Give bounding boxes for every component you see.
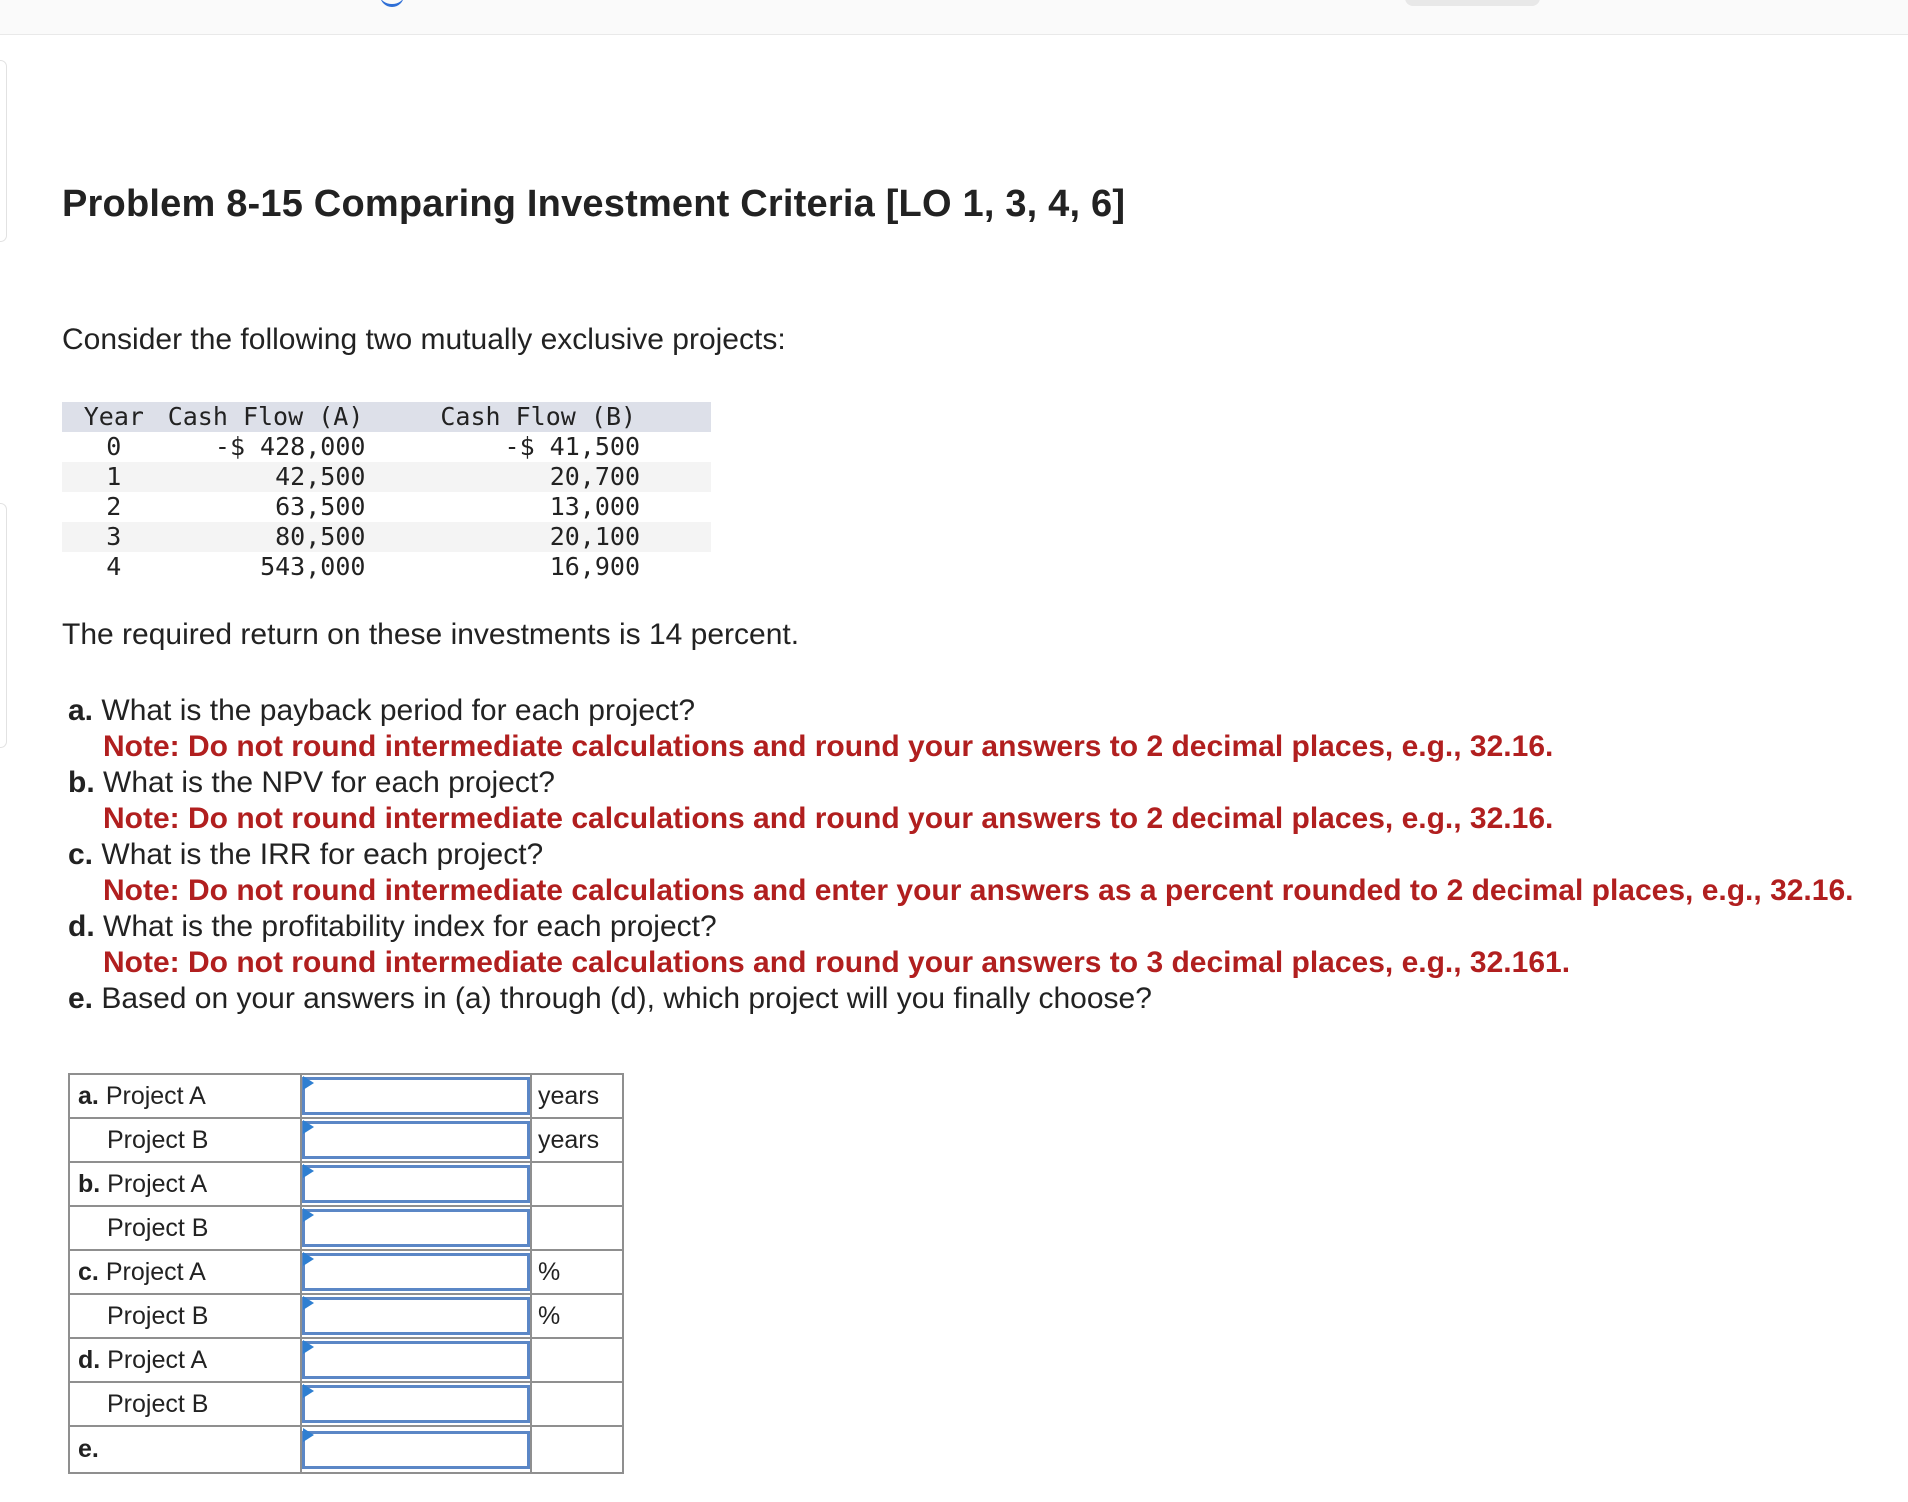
cash-flow-b-cell: -$ 41,500 — [504, 432, 640, 461]
answer-letter: d. — [78, 1345, 101, 1374]
payback-a-input[interactable] — [302, 1077, 530, 1115]
question-note: Note: Do not round intermediate calculations and round your answers to 2 decimal places, e.g., 32.16. — [103, 802, 1554, 835]
answer-row — [69, 1074, 623, 1118]
cash-flow-a-cell: 80,500 — [275, 522, 366, 551]
answer-unit — [531, 1426, 623, 1473]
answer-input-cell — [301, 1162, 531, 1206]
answer-label: Project B — [69, 1118, 301, 1162]
year-cell: 4 — [106, 552, 122, 581]
table-row — [62, 432, 711, 462]
answer-letter: c. — [78, 1257, 99, 1286]
answer-label-text: Project A — [105, 1081, 206, 1110]
answer-letter: a. — [78, 1081, 99, 1110]
answer-table — [68, 1073, 624, 1474]
answer-label: Project B — [69, 1294, 301, 1338]
question-d — [68, 909, 1853, 945]
answer-unit: years — [531, 1118, 623, 1162]
answer-unit: years — [531, 1074, 623, 1118]
cash-flow-a-cell: 63,500 — [275, 492, 366, 521]
input-flag-icon — [303, 1208, 314, 1222]
answer-row — [69, 1206, 623, 1250]
input-flag-icon — [303, 1120, 314, 1134]
top-pill-button[interactable] — [1405, 0, 1540, 6]
header-year: Year — [83, 402, 144, 431]
cash-flow-a-cell: -$ 428,000 — [214, 432, 366, 461]
npv-a-input[interactable] — [302, 1165, 530, 1203]
answer-row — [69, 1382, 623, 1426]
table-row — [62, 552, 711, 582]
answer-row — [69, 1162, 623, 1206]
cash-flow-b-cell: 20,100 — [549, 522, 640, 551]
question-note: Note: Do not round intermediate calculations and round your answers to 2 decimal places, e.g., 32.16. — [103, 730, 1554, 763]
question-text: What is the IRR for each project? — [101, 838, 544, 871]
answer-label — [69, 1338, 301, 1382]
cash-flow-a-cell: 543,000 — [260, 552, 366, 581]
cash-flow-b-cell: 16,900 — [549, 552, 640, 581]
question-letter: c. — [68, 838, 94, 871]
table-row — [62, 462, 711, 492]
answer-label-text: Project A — [105, 1257, 206, 1286]
answer-label — [69, 1426, 301, 1473]
input-flag-icon — [303, 1428, 314, 1442]
answer-label — [69, 1074, 301, 1118]
question-text: Based on your answers in (a) through (d), which project will you finally choose? — [101, 982, 1152, 1015]
pi-b-input[interactable] — [302, 1385, 530, 1423]
question-a — [68, 693, 1853, 729]
answer-input-cell — [301, 1382, 531, 1426]
question-c — [68, 837, 1853, 873]
input-flag-icon — [303, 1076, 314, 1090]
question-letter: d. — [68, 910, 95, 943]
answer-row — [69, 1338, 623, 1382]
left-edge-panel — [0, 503, 7, 748]
question-note: Note: Do not round intermediate calculations and round your answers to 3 decimal places, e.g., 32.161. — [103, 946, 1571, 979]
answer-label — [69, 1162, 301, 1206]
answer-input-cell — [301, 1338, 531, 1382]
answer-label: Project B — [69, 1206, 301, 1250]
input-flag-icon — [303, 1164, 314, 1178]
answer-row — [69, 1294, 623, 1338]
answer-input-cell — [301, 1074, 531, 1118]
final-choice-input[interactable] — [302, 1431, 530, 1469]
input-flag-icon — [303, 1384, 314, 1398]
answer-label-text: Project A — [107, 1169, 208, 1198]
cash-flow-a-cell: 42,500 — [275, 462, 366, 491]
answer-input-cell — [301, 1294, 531, 1338]
cash-flow-b-cell: 13,000 — [549, 492, 640, 521]
npv-b-input[interactable] — [302, 1209, 530, 1247]
answer-unit — [531, 1338, 623, 1382]
answer-row — [69, 1118, 623, 1162]
answer-unit: % — [531, 1294, 623, 1338]
answer-letter: b. — [78, 1169, 101, 1198]
question-text: What is the payback period for each project? — [101, 694, 696, 727]
question-letter: b. — [68, 766, 95, 799]
irr-b-input[interactable] — [302, 1297, 530, 1335]
answer-input-cell — [301, 1250, 531, 1294]
year-cell: 1 — [106, 462, 122, 491]
question-text: What is the profitability index for each project? — [103, 910, 717, 943]
input-flag-icon — [303, 1252, 314, 1266]
answer-row — [69, 1426, 623, 1473]
payback-b-input[interactable] — [302, 1121, 530, 1159]
table-row — [62, 492, 711, 522]
question-note: Note: Do not round intermediate calculations and enter your answers as a percent rounded to 2 decimal places, e.g., 32.16. — [103, 874, 1854, 907]
irr-a-input[interactable] — [302, 1253, 530, 1291]
answer-row — [69, 1250, 623, 1294]
answer-label-text: Project A — [107, 1345, 208, 1374]
question-text: What is the NPV for each project? — [103, 766, 555, 799]
question-e — [68, 981, 1853, 1017]
answer-unit: % — [531, 1250, 623, 1294]
year-cell: 0 — [106, 432, 122, 461]
cash-flow-b-cell: 20,700 — [549, 462, 640, 491]
cash-flow-table — [62, 402, 711, 582]
answer-unit — [531, 1162, 623, 1206]
progress-indicator — [380, 0, 404, 7]
answer-unit — [531, 1382, 623, 1426]
answer-unit — [531, 1206, 623, 1250]
input-flag-icon — [303, 1340, 314, 1354]
year-cell: 2 — [106, 492, 122, 521]
question-letter: e. — [68, 982, 94, 1015]
input-flag-icon — [303, 1296, 314, 1310]
question-list — [68, 693, 1853, 1017]
table-row — [62, 522, 711, 552]
top-bar — [0, 0, 1908, 35]
pi-a-input[interactable] — [302, 1341, 530, 1379]
question-letter: a. — [68, 694, 94, 727]
intro-text: Consider the following two mutually exclusive projects: — [62, 323, 786, 356]
required-return-text: The required return on these investments is 14 percent. — [62, 618, 800, 651]
year-cell: 3 — [106, 522, 122, 551]
answer-label — [69, 1250, 301, 1294]
question-b — [68, 765, 1853, 801]
cash-flow-header-row — [62, 402, 711, 432]
header-cash-flow-b: Cash Flow (B) — [440, 402, 637, 431]
answer-letter: e. — [78, 1435, 99, 1463]
answer-input-cell — [301, 1206, 531, 1250]
page-title: Problem 8-15 Comparing Investment Criteria [LO 1, 3, 4, 6] — [62, 183, 1126, 225]
answer-label: Project B — [69, 1382, 301, 1426]
answer-input-cell — [301, 1118, 531, 1162]
left-edge-panel — [0, 60, 7, 242]
answer-input-cell — [301, 1426, 531, 1473]
header-cash-flow-a: Cash Flow (A) — [167, 402, 364, 431]
